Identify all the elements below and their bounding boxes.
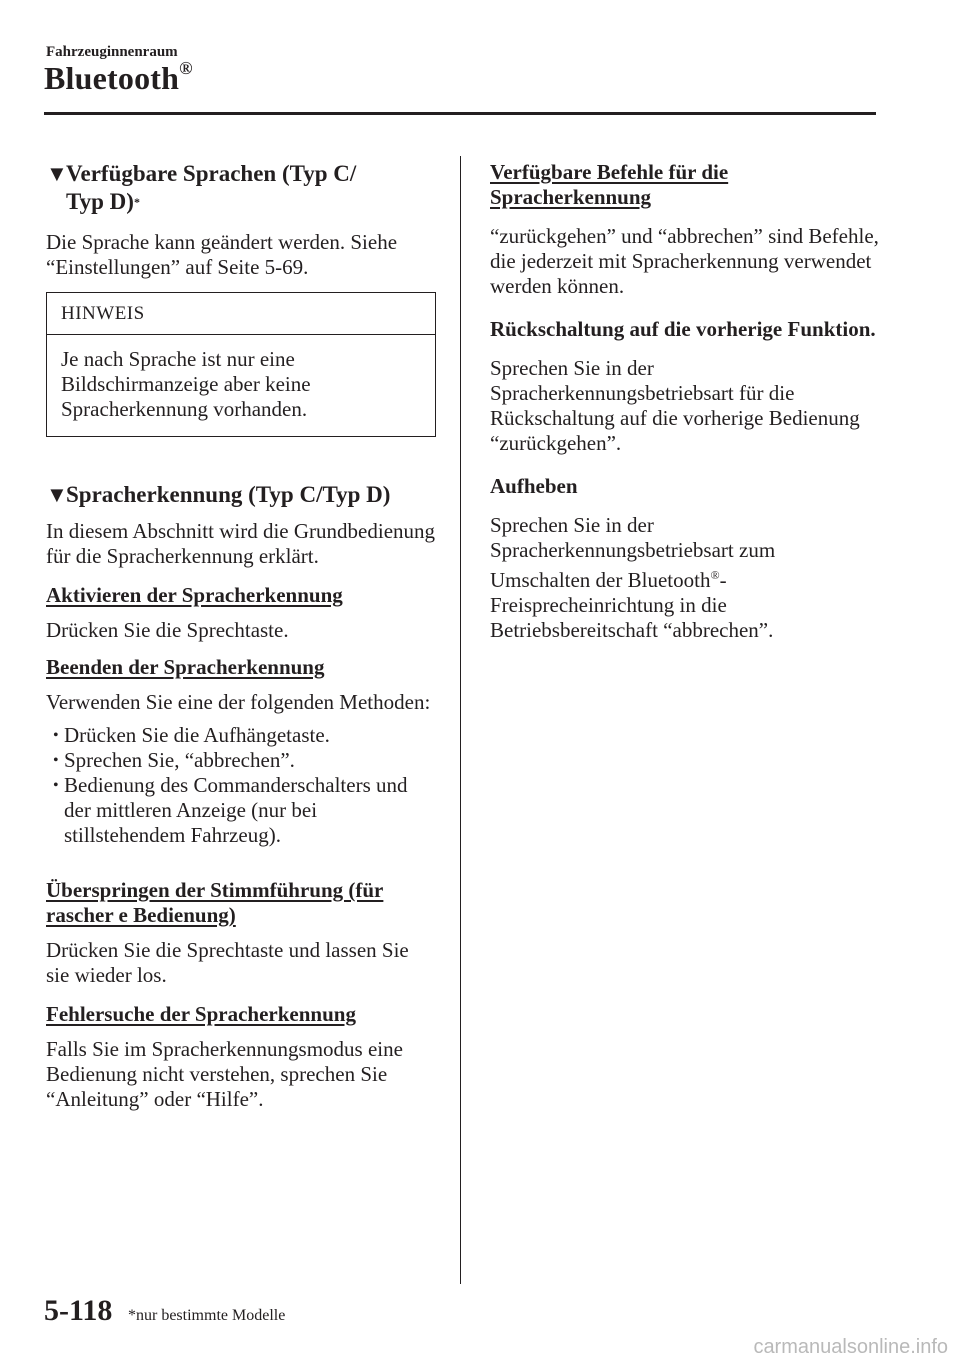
- paragraph-cancel-b: -Freisprecheinrichtung in die Betriebsbereitschaft “abbrechen”.: [490, 568, 774, 642]
- page-title-text: Bluetooth: [44, 60, 180, 96]
- subheading-end: Beenden der Spracherkennung: [46, 655, 325, 679]
- heading-text: [66, 160, 356, 216]
- subheading-commands: Verfügbare Befehle für die Spracherkennung: [490, 160, 729, 209]
- heading-line-2: Typ D): [66, 189, 134, 214]
- registered-mark: ®: [710, 568, 720, 582]
- subheading-cancel: Aufheben: [490, 474, 578, 498]
- note-text: Je nach Sprache ist nur eine Bildschirmanzeige aber keine Spracherkennung vorhanden.: [61, 347, 311, 421]
- bullet-list: [46, 723, 436, 848]
- header-rule: [44, 112, 876, 115]
- triangle-down-icon: ▼: [46, 482, 68, 507]
- heading-text: Spracherkennung (Typ C/Typ D): [66, 482, 391, 507]
- section-label: Fahrzeuginnenraum: [46, 44, 178, 60]
- registered-mark: ®: [179, 58, 193, 78]
- heading-available-languages: [46, 160, 436, 216]
- asterisk-mark: *: [133, 195, 140, 209]
- note-box: [46, 292, 436, 437]
- paragraph-activate: Drücken Sie die Sprechtaste.: [46, 618, 289, 642]
- page-number: 5-118: [44, 1294, 113, 1327]
- watermark: carmanualsonline.info: [753, 1336, 948, 1358]
- heading-speech-recognition: [46, 481, 436, 509]
- heading-line-1: Verfügbare Sprachen (Typ C/: [66, 161, 357, 186]
- subheading-return: Rückschaltung auf die vorherige Funktion.: [490, 317, 876, 341]
- subheading-skip: Überspringen der Stimmführung (für rascher e Bedienung): [46, 878, 384, 927]
- paragraph-intro: In diesem Abschnitt wird die Grundbedienung für die Spracherkennung erklärt.: [46, 519, 436, 568]
- column-divider: [460, 156, 461, 1284]
- triangle-down-icon: ▼: [46, 161, 68, 186]
- footnote: *nur bestimmte Modelle: [128, 1307, 286, 1324]
- left-column: [46, 160, 436, 1112]
- subheading-troubleshoot: Fehlersuche der Spracherkennung: [46, 1002, 356, 1026]
- list-item: • Drücken Sie die Aufhängetaste.: [46, 723, 436, 748]
- paragraph-troubleshoot: Falls Sie im Spracherkennungsmodus eine Bedienung nicht verstehen, sprechen Sie “Anleitung” oder “Hilfe”.: [46, 1037, 403, 1111]
- subheading-activate: Aktivieren der Spracherkennung: [46, 583, 343, 607]
- paragraph-language-change: Die Sprache kann geändert werden. Siehe “Einstellungen” auf Seite 5-69.: [46, 230, 398, 279]
- paragraph-skip: Drücken Sie die Sprechtaste und lassen Sie sie wieder los.: [46, 938, 409, 987]
- paragraph-cancel-a: Sprechen Sie in der Spracherkennungsbetriebsart zum Umschalten der Bluetooth: [490, 513, 776, 592]
- page-title: [44, 60, 193, 97]
- paragraph-return: Sprechen Sie in der Spracherkennungsbetriebsart für die Rückschaltung auf die vorherige Bedienung “zurückgehen”.: [490, 356, 860, 455]
- list-item: • Sprechen Sie, “abbrechen”.: [46, 748, 436, 773]
- paragraph-end: Verwenden Sie eine der folgenden Methoden:: [46, 690, 431, 714]
- note-title: HINWEIS: [47, 293, 435, 335]
- list-item: • Bedienung des Commanderschalters und der mittleren Anzeige (nur bei stillstehendem Fahrzeug).: [46, 773, 436, 848]
- right-column: [490, 160, 880, 643]
- paragraph-cancel: [490, 513, 880, 643]
- paragraph-commands: “zurückgehen” und “abbrechen” sind Befehle, die jederzeit mit Spracherkennung verwendet werden können.: [490, 224, 879, 298]
